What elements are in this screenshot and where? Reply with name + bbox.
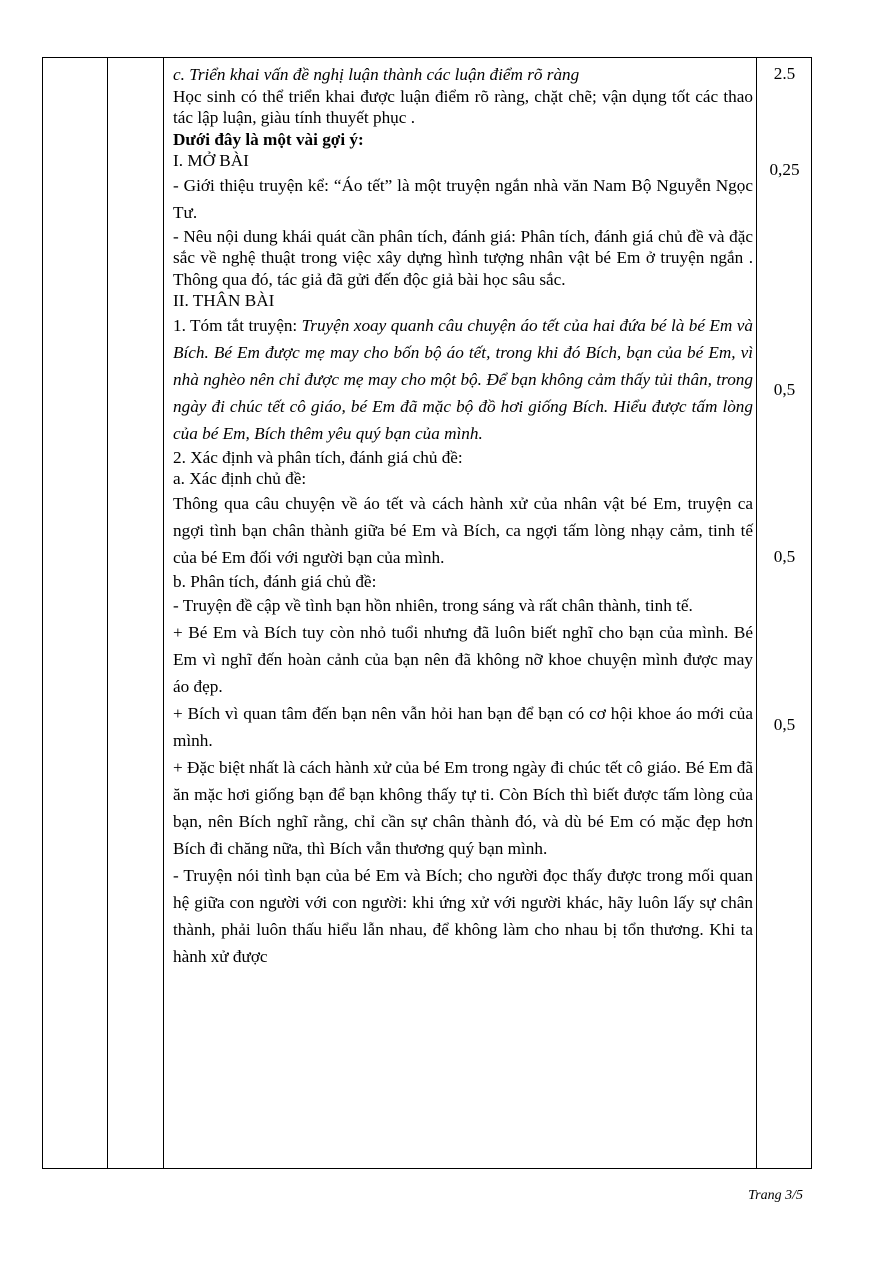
grading-table [42,57,812,1169]
theme-b-point-4: + Đặc biệt nhất là cách hành xử của bé Em trong ngày đi chúc tết cô giáo. Bé Em đã ăn mặc hơi giống bạn để bạn không thấy tự ti. Còn Bích thì biết được tấm lòng của bạn, nên Bích nghĩ rằng, chỉ cần sự chân thành đó, và dù bé Em có mặc đẹp hơn Bích đi chăng nữa, thì Bích vẫn thương quý bạn mình. [173,758,753,858]
page-number: Trang 3/5 [748,1188,803,1203]
score-section-c: 2.5 [773,64,796,83]
mo-bai-heading: I. MỞ BÀI [173,151,249,170]
theme-b-point-1: - Truyện đề cập về tình bạn hồn nhiên, trong sáng và rất chân thành, tinh tế. [173,596,693,615]
theme-b-point-5: - Truyện nói tình bạn của bé Em và Bích; cho người đọc thấy được trong mối quan hệ giữa con người với con người: khi ứng xử với người khác, hãy luôn lấy sự chân thành, phải luôn thấu hiểu lẫn nhau, để không làm cho nhau bị tổn thương. Khi ta hành xử được [173,866,753,966]
score-theme-b: 0,5 [773,715,796,734]
theme-b-point-3: + Bích vì quan tâm đến bạn nên vẫn hỏi han bạn để bạn có cơ hội khoe áo mới của mình. [173,704,753,750]
score-summary: 0,5 [773,380,796,399]
summary-paragraph [173,312,753,447]
section-c-desc: Học sinh có thể triển khai được luận điểm rõ ràng, chặt chẽ; vận dụng tốt các thao tác lập luận, giàu tính thuyết phục . [173,86,753,127]
section-c-title: c. Triển khai vấn đề nghị luận thành các luận điểm rõ ràng [173,65,580,84]
mo-bai-point-2: - Nêu nội dung khái quát cần phân tích, đánh giá: Phân tích, đánh giá chủ đề và đặc sắc về nghệ thuật trong việc xây dựng hình tượng nhân vật bé Em ở truyện ngắn . Thông qua đó, tác giả đã gửi đến độc giả bài học sâu sắc. [173,226,753,289]
theme-heading: 2. Xác định và phân tích, đánh giá chủ đề: [173,447,463,467]
column-divider [163,58,164,1168]
than-bai-heading: II. THÂN BÀI [173,291,275,310]
summary-label: 1. Tóm tắt truyện: [173,315,302,335]
score-mo-bai: 0,25 [769,160,800,179]
theme-b-point-2: + Bé Em và Bích tuy còn nhỏ tuổi nhưng đã luôn biết nghĩ cho bạn của mình. Bé Em vì nghĩ đến hoàn cảnh của bạn nên đã không nỡ khoe chuyện mình được may áo đẹp. [173,623,753,696]
answer-content [173,58,753,1168]
column-divider [756,58,757,1168]
suggest-heading: Dưới đây là một vài gợi ý: [173,129,364,149]
theme-a-heading: a. Xác định chủ đề: [173,469,307,488]
score-theme-a: 0,5 [773,547,796,566]
summary-text: Truyện xoay quanh câu chuyện áo tết của hai đứa bé là bé Em và Bích. Bé Em được mẹ may cho bốn bộ áo tết, trong khi đó Bích, bạn của bé Em, vì nhà nghèo nên chỉ được mẹ may cho một bộ. Để bạn không cảm thấy tủi thân, trong ngày đi chúc tết cô giáo, bé Em đã mặc bộ đồ hơi giống Bích. Hiểu được tấm lòng của bé Em, Bích thêm yêu quý bạn của mình. [173,315,753,443]
column-divider [107,58,108,1168]
mo-bai-point-1: - Giới thiệu truyện kể: “Áo tết” là một truyện ngắn nhà văn Nam Bộ Nguyễn Ngọc Tư. [173,175,753,222]
theme-b-heading: b. Phân tích, đánh giá chủ đề: [173,571,377,591]
theme-a-text: Thông qua câu chuyện về áo tết và cách hành xử của nhân vật bé Em, truyện ca ngợi tình bạn chân thành giữa bé Em và Bích, ca ngợi tấm lòng nhạy cảm, tinh tế của bé Em đối với người bạn của mình. [173,493,753,567]
